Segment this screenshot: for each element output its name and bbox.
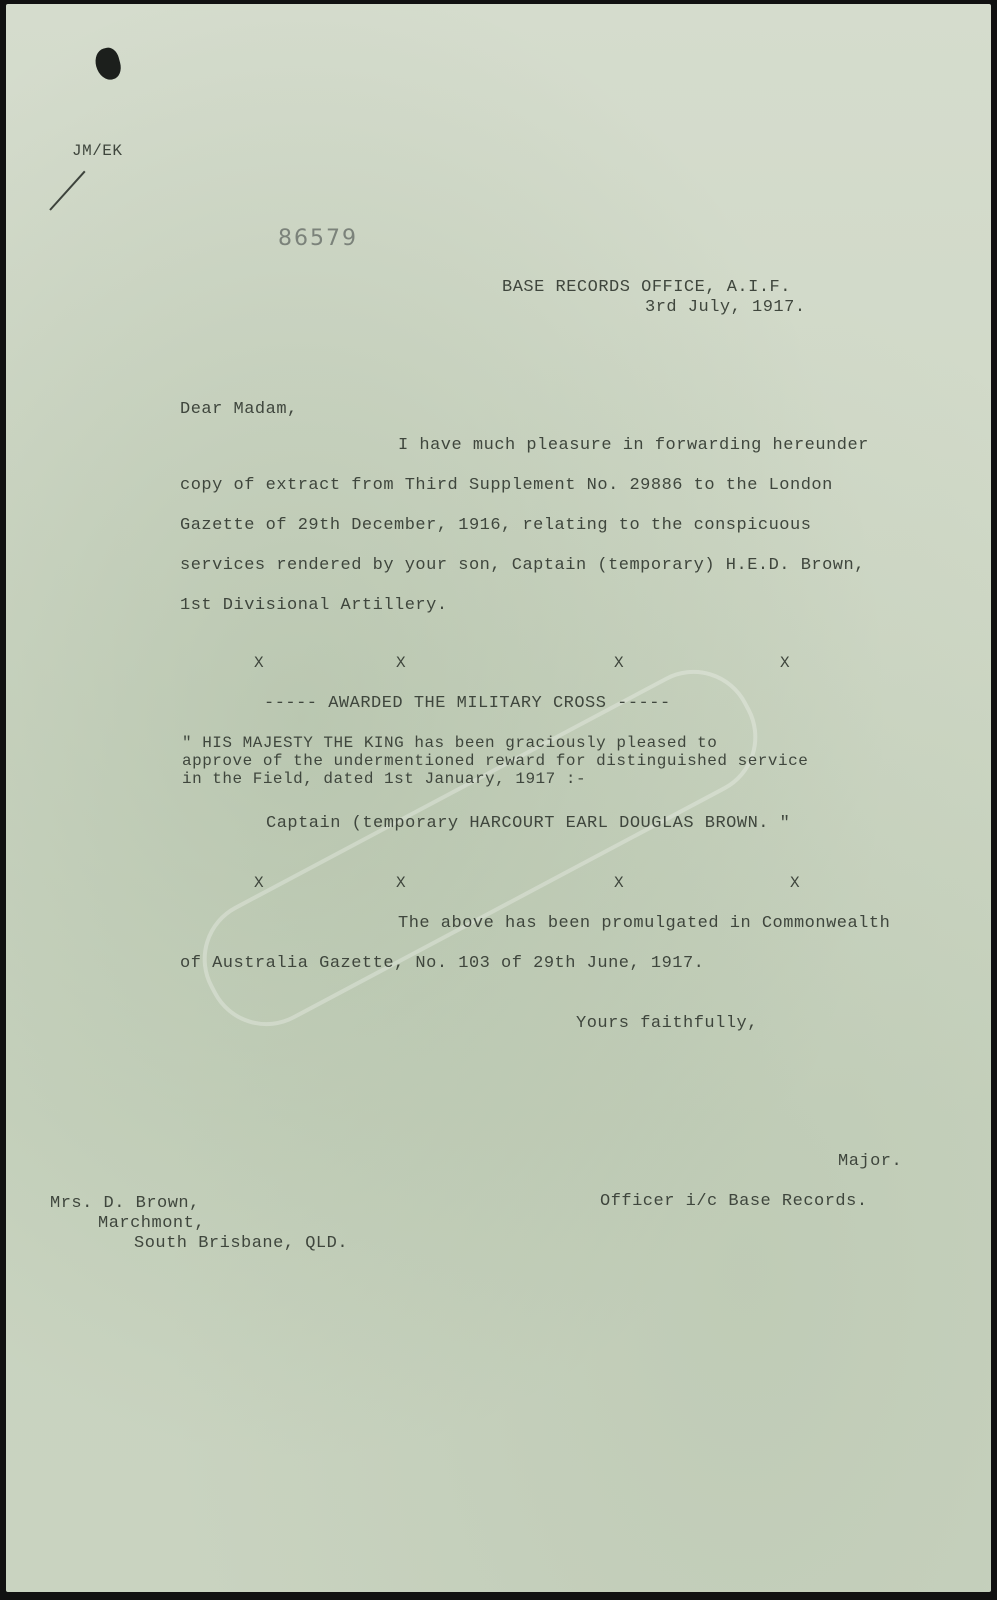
addressee-line: Marchmont, <box>98 1214 206 1233</box>
separator-x: X <box>780 654 790 672</box>
body-line: I have much pleasure in forwarding hereunder <box>398 436 869 455</box>
quote-line: approve of the undermentioned reward for distinguished service <box>182 752 809 770</box>
signatory-title: Officer i/c Base Records. <box>600 1192 868 1211</box>
separator-row <box>6 654 991 674</box>
body-line: copy of extract from Third Supplement No. 29886 to the London <box>180 476 833 495</box>
ink-blot <box>92 45 123 82</box>
salutation: Dear Madam, <box>180 400 298 419</box>
file-number: 86579 <box>278 226 358 251</box>
signatory-rank: Major. <box>838 1152 903 1171</box>
pencil-slash-mark <box>49 171 85 211</box>
award-heading: ----- AWARDED THE MILITARY CROSS ----- <box>264 694 671 713</box>
separator-row <box>6 874 991 894</box>
separator-x: X <box>254 654 264 672</box>
separator-x: X <box>396 874 406 892</box>
separator-x: X <box>790 874 800 892</box>
office-heading: BASE RECORDS OFFICE, A.I.F. <box>502 278 791 297</box>
recipient-line: Captain (temporary HARCOURT EARL DOUGLAS BROWN. " <box>266 814 791 833</box>
body-line: Gazette of 29th December, 1916, relating to the conspicuous <box>180 516 812 535</box>
separator-x: X <box>254 874 264 892</box>
quote-line: in the Field, dated 1st January, 1917 :- <box>182 770 587 788</box>
letter-date: 3rd July, 1917. <box>645 298 806 317</box>
addressee-line: South Brisbane, QLD. <box>134 1234 349 1253</box>
reference-mark: JM/EK <box>72 142 123 160</box>
promulgation-line: The above has been promulgated in Commonwealth <box>398 914 891 933</box>
quote-line: " HIS MAJESTY THE KING has been graciously pleased to <box>182 734 718 752</box>
body-line: services rendered by your son, Captain (temporary) H.E.D. Brown, <box>180 556 865 575</box>
letter-page <box>6 4 991 1592</box>
promulgation-line: of Australia Gazette, No. 103 of 29th June, 1917. <box>180 954 705 973</box>
separator-x: X <box>614 654 624 672</box>
separator-x: X <box>396 654 406 672</box>
closing: Yours faithfully, <box>576 1014 758 1033</box>
body-line: 1st Divisional Artillery. <box>180 596 448 615</box>
addressee-line: Mrs. D. Brown, <box>50 1194 200 1213</box>
separator-x: X <box>614 874 624 892</box>
